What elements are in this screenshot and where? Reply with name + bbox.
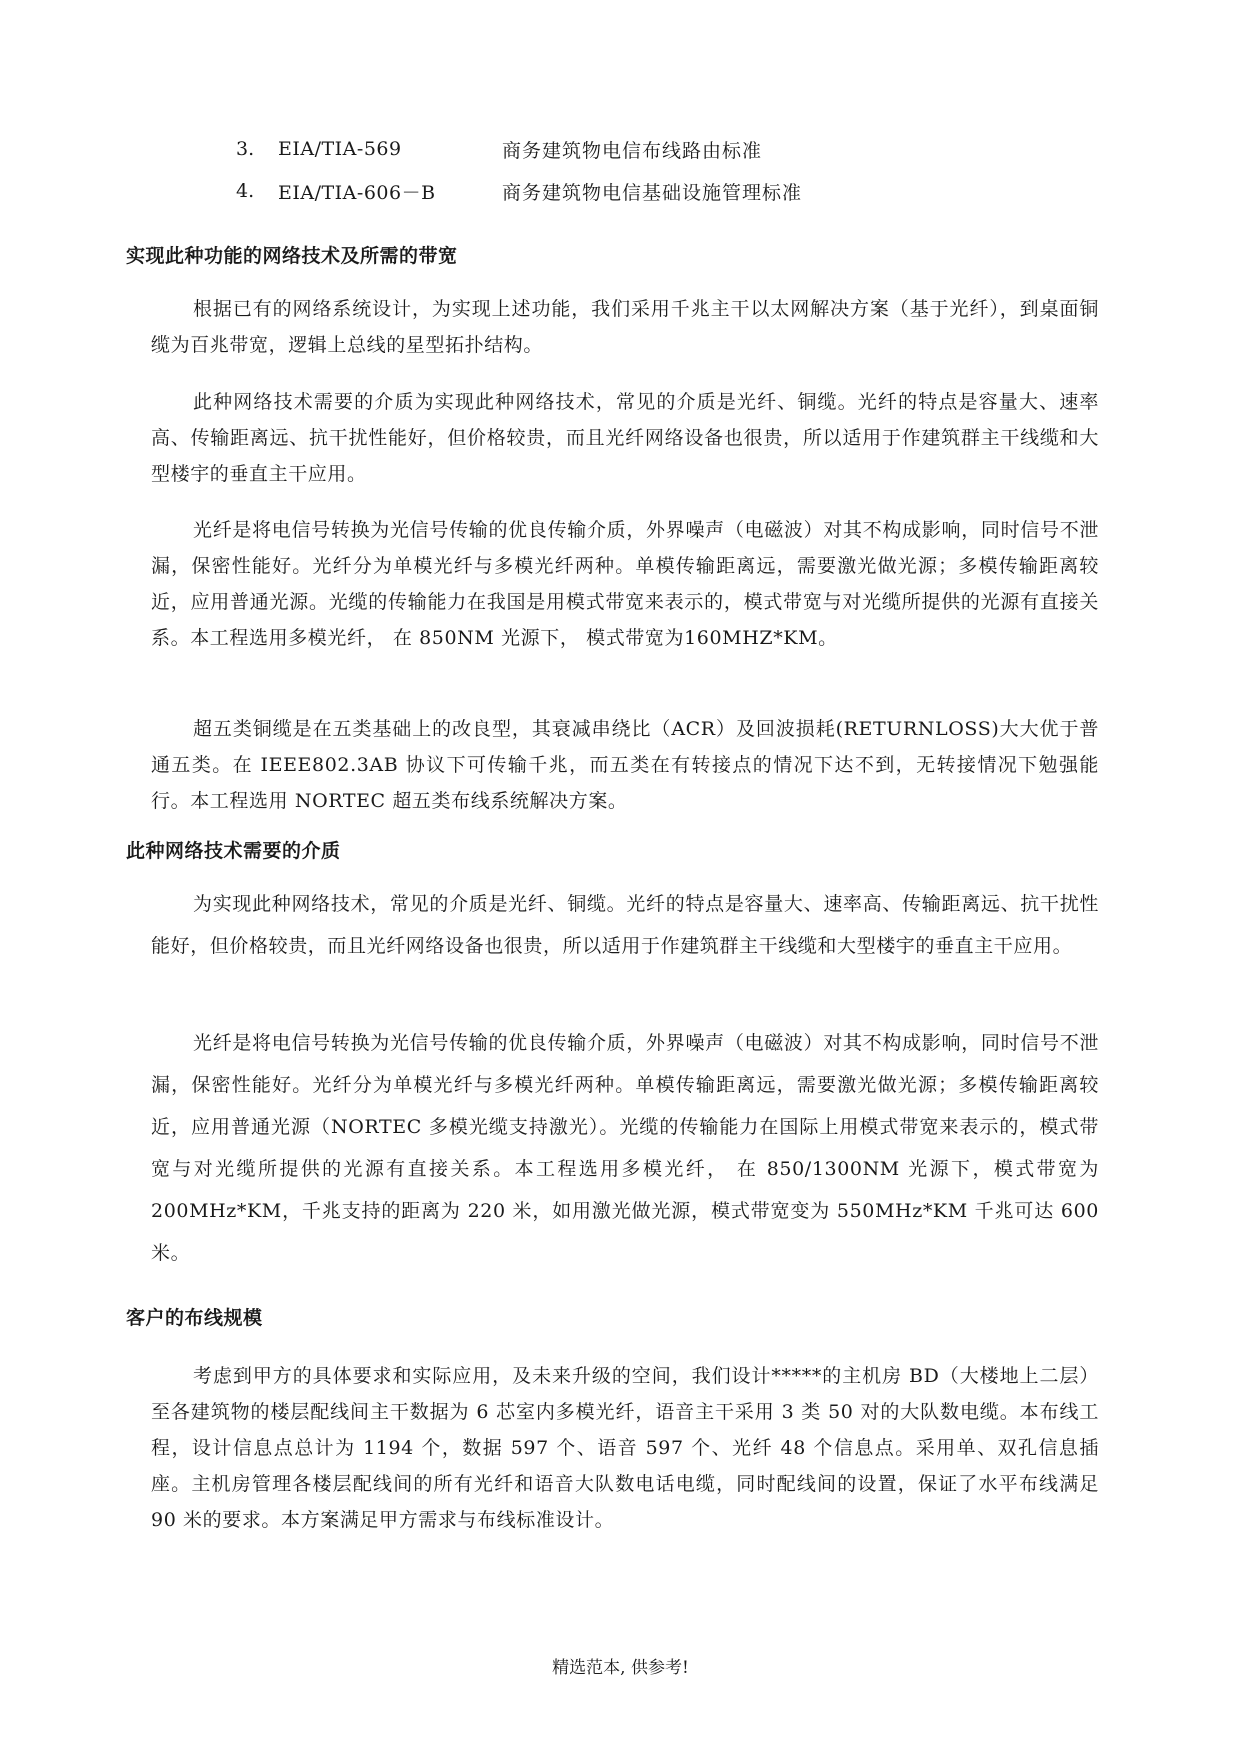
paragraph: 此种网络技术需要的介质为实现此种网络技术，常见的介质是光纤、铜缆。光纤的特点是容量大、速率高、传输距离远、抗干扰性能好，但价格较贵，而且光纤网络设备也很贵，所以适用于作建筑群主干线缆和大型楼宇的垂直主干应用。 (151, 391, 1099, 485)
section-heading-cabling-scale: 客户的布线规模 (126, 1307, 263, 1329)
standard-item (236, 170, 802, 212)
standard-item (236, 128, 802, 170)
paragraph: 考虑到甲方的具体要求和实际应用，及未来升级的空间，我们设计*****的主机房 BD（大楼地上二层）至各建筑物的楼层配线间主干数据为 6 芯室内多模光纤，语音主干采用 3 类 50 对的大队数电缆。本布线工程，设计信息点总计为 1194 个，数据 597 个、语音 597 个、光纤 48 个信息点。采用单、双孔信息插座。主机房管理各楼层配线间的所有光纤和语音大队数电话电缆，同时配线间的设置，保证了水平布线满足 90 米的要求。本方案满足甲方需求与布线标准设计。 (151, 1365, 1099, 1531)
section-heading-network-tech: 实现此种功能的网络技术及所需的带宽 (126, 245, 458, 267)
standard-description: 商务建筑物电信布线路由标准 (502, 139, 763, 162)
paragraph: 光纤是将电信号转换为光信号传输的优良传输介质，外界噪声（电磁波）对其不构成影响，同时信号不泄漏，保密性能好。光纤分为单模光纤与多模光纤两种。单模传输距离远，需要激光做光源；多模传输距离较近，应用普通光源。光缆的传输能力在我国是用模式带宽来表示的，模式带宽与对光缆所提供的光源有直接关系。本工程选用多模光纤， 在 850NM 光源下， 模式带宽为160MHZ*KM。 (151, 519, 1099, 649)
section-heading-media: 此种网络技术需要的介质 (126, 840, 341, 862)
paragraph: 光纤是将电信号转换为光信号传输的优良传输介质，外界噪声（电磁波）对其不构成影响，同时信号不泄漏，保密性能好。光纤分为单模光纤与多模光纤两种。单模传输距离远，需要激光做光源；多模传输距离较近，应用普通光源（NORTEC 多模光缆支持激光）。光缆的传输能力在国际上用模式带宽来表示的，模式带宽与对光缆所提供的光源有直接关系。本工程选用多模光纤， 在 850/1300NM 光源下，模式带宽为 200MHz*KM，千兆支持的距离为 220 米，如用激光做光源，模式带宽变为 550MHz*KM 千兆可达 600 米。 (151, 1032, 1099, 1264)
standard-number: 4. (236, 180, 255, 202)
standard-code: EIA/TIA-606－B (278, 181, 436, 204)
paragraph: 超五类铜缆是在五类基础上的改良型，其衰减串绕比（ACR）及回波损耗(RETURNLOSS)大大优于普通五类。在 IEEE802.3AB 协议下可传输千兆，而五类在有转接点的情况下达不到，无转接情况下勉强能行。本工程选用 NORTEC 超五类布线系统解决方案。 (151, 718, 1099, 812)
page-footer: 精选范本, 供参考! (552, 1658, 689, 1678)
paragraph: 根据已有的网络系统设计，为实现上述功能，我们采用千兆主干以太网解决方案（基于光纤），到桌面铜缆为百兆带宽，逻辑上总线的星型拓扑结构。 (151, 298, 1099, 356)
paragraph: 为实现此种网络技术，常见的介质是光纤、铜缆。光纤的特点是容量大、速率高、传输距离远、抗干扰性能好，但价格较贵，而且光纤网络设备也很贵，所以适用于作建筑群主干线缆和大型楼宇的垂直主干应用。 (151, 893, 1099, 957)
standards-list (236, 128, 802, 212)
standard-number: 3. (236, 138, 255, 160)
standard-description: 商务建筑物电信基础设施管理标准 (502, 181, 803, 204)
standard-code: EIA/TIA-569 (278, 138, 402, 160)
